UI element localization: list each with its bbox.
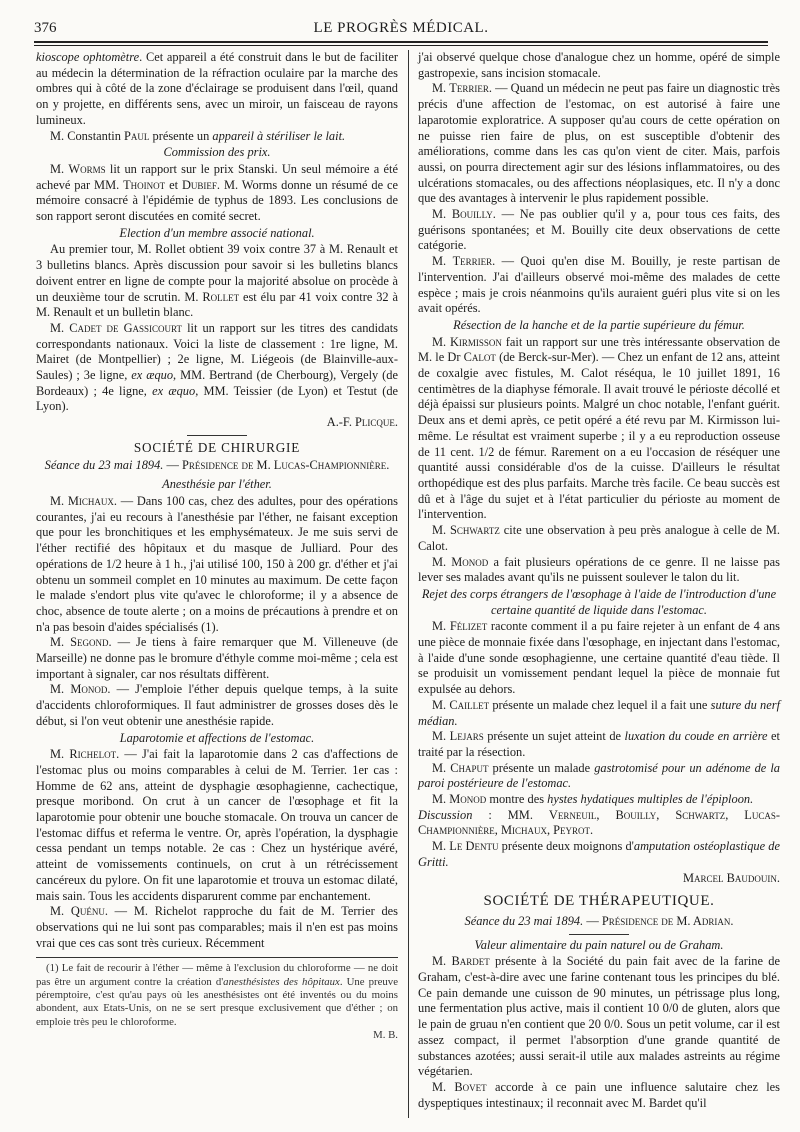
paragraph bbox=[418, 729, 780, 760]
paragraph bbox=[36, 904, 398, 951]
paragraph-text: M. bbox=[432, 729, 450, 744]
paragraph-text: présente un malade bbox=[488, 760, 595, 775]
paragraph bbox=[418, 254, 780, 317]
session-line bbox=[418, 914, 780, 930]
italic-term: suture du nerf médian. bbox=[418, 697, 781, 728]
paragraph-text: M. bbox=[50, 161, 69, 176]
paragraph-text: M. bbox=[432, 1080, 455, 1094]
person-name: Caillet bbox=[449, 697, 490, 712]
italic-term: kioscope ophtomètre bbox=[36, 50, 140, 64]
person-name: Segond bbox=[70, 635, 109, 650]
footnote bbox=[36, 962, 398, 1042]
paragraph-text: . — Quand un médecin ne peut pas faire un diagnostic très précis d'une affection de l'estomac, on est autorisé à faire une laparotomie exploratrice. A supposer qu'au cours de cette opération on ne puisse rien faire de plus, on est susceptible d'obtenir des améliorations, comme dans les cas qu'on vient de citer. Mais, parfois aussi, on pourra directement agir sur des lésions inflammatoires, ou des ulcérations stomacales, ou des affections néoplasiques, etc. Il n'y a donc que des avantages à intervenir le plus rapidement possible. bbox=[418, 81, 780, 206]
paragraph bbox=[418, 81, 780, 207]
paragraph-text: M. bbox=[50, 493, 68, 508]
footnote-signature: M. B. bbox=[373, 1028, 398, 1041]
person-name: Lejars bbox=[449, 729, 484, 744]
paragraph bbox=[418, 761, 780, 792]
paragraph-text: M. bbox=[432, 207, 452, 222]
paragraph-text: présente un sujet atteint de bbox=[483, 729, 625, 744]
person-name: Paul bbox=[124, 128, 150, 143]
paragraph bbox=[418, 207, 780, 254]
session-line bbox=[36, 458, 398, 474]
paragraph bbox=[36, 162, 398, 225]
paragraph bbox=[418, 619, 780, 698]
column-divider bbox=[408, 50, 409, 1118]
paragraph-text: . Une preuve péremptoire, c'est qu'au pays où les anesthésistes ont été inventés ou du moins abondent, aux Etats-Unis, on ne se sert presque exclusivement que d'éther ; on emploie très peu le chloroforme. bbox=[36, 975, 398, 1028]
paragraph-text: , MM. Bertrand (de Cherbourg), Vergely (de Bordeaux) ; 4e ligne, bbox=[36, 368, 398, 398]
paragraph-text: fait un rapport sur une très intéressante observation de M. le Dr bbox=[418, 334, 780, 365]
paragraph-text: M. bbox=[50, 747, 70, 762]
page-number: 376 bbox=[34, 20, 57, 36]
paragraph-text: M. bbox=[432, 760, 451, 775]
subsection-title: Commission des prix. bbox=[163, 145, 271, 160]
paragraph-text: M. Constantin bbox=[50, 128, 125, 143]
paragraph-text: . — Ne pas oublier qu'il y a, pour tous ces faits, des guérisons spontanées; et M. Bouilly cite deux observations de cette catégorie. bbox=[418, 207, 780, 253]
paragraph-text: a fait plusieurs opérations de ce genre. Il ne laisse pas lever ses malades avant qu'ils ne puissent soulever le talon du lit. bbox=[418, 554, 780, 585]
paragraph-text: est élu par 41 voix contre 32 à M. Renault et un bulletin blanc. bbox=[36, 289, 398, 320]
paragraph-text: M. bbox=[50, 904, 71, 919]
person-name: Thoinot bbox=[123, 177, 166, 192]
paragraph-text: cite une observation à peu près analogue à celle de M. Calot. bbox=[418, 523, 780, 553]
paragraph-text: présente deux moignons d' bbox=[498, 839, 634, 854]
header-rule-thin bbox=[34, 45, 768, 46]
paragraph-text: et traité par la résection. bbox=[418, 729, 780, 759]
subsection-title: Rejet des corps étrangers de l'œsophage à l'aide de l'introduction d'une certaine quantité de liquide dans l'estomac. bbox=[421, 586, 777, 617]
paragraph-text: M. bbox=[432, 523, 451, 538]
subsection-title: Résection de la hanche et de la partie supérieure du fémur. bbox=[453, 317, 745, 332]
header-rule bbox=[34, 41, 768, 43]
paragraph bbox=[418, 839, 780, 870]
subsection-title: Laparotomie et affections de l'estomac. bbox=[119, 730, 315, 745]
paragraph-text: et bbox=[165, 177, 182, 192]
italic-term: gastrotomisé pour un adénome de la paroi postérieure de l'estomac. bbox=[418, 760, 780, 791]
person-name: Bardet bbox=[451, 954, 490, 969]
paragraph-text: . — M. Richelot rapproche du fait de M. Terrier des observations qui ne lui sont pas comparables; mais il n'en est pas moins vrai que ces cas sont très curieux. Récemment bbox=[36, 904, 398, 950]
paragraph-text: présente un bbox=[149, 128, 213, 143]
paragraph-text: : MM. bbox=[472, 807, 549, 822]
paragraph-text: Au premier tour, M. Rollet obtient 39 voix contre 37 à M. Renault et 3 bulletins blancs. Après discussion pour savoir si les bulletins blancs doivent entrer en ligne de compte pour la majorité absolue on procède à un deuxième tour de scrutin. M. bbox=[36, 242, 398, 304]
paragraph bbox=[418, 792, 780, 808]
person-name: Monod bbox=[451, 554, 489, 569]
paragraph bbox=[36, 747, 398, 904]
italic-term: ex æquo bbox=[152, 383, 196, 398]
paragraph-text: M. bbox=[432, 697, 450, 712]
paragraph bbox=[418, 954, 780, 1080]
paragraph-text: M. bbox=[50, 635, 71, 650]
paragraph-text: M. bbox=[432, 554, 452, 569]
person-name: Monod bbox=[449, 792, 487, 807]
author-signature: A.-F. Plicque. bbox=[326, 415, 398, 430]
paragraph-text: . — Je tiens à faire remarquer que M. Villeneuve (de Marseille) ne donne pas le bromure d'éthyle comme moi-même ; cela est important à signaler, car nos résultats diffèrent. bbox=[36, 635, 398, 681]
paragraph-text: montre des bbox=[486, 792, 548, 807]
signature bbox=[36, 415, 398, 431]
footnote-text bbox=[36, 962, 398, 1028]
paragraph-text: M. bbox=[432, 254, 453, 269]
subsection-title: Election d'un membre associé national. bbox=[119, 225, 315, 240]
paragraph-text: M. bbox=[432, 792, 450, 807]
section-divider bbox=[569, 934, 629, 935]
paragraph-text: (1) Le fait de recourir à l'éther — même à l'exclusion du chloroforme — ne doit pas être un argument contre la création d' bbox=[36, 962, 398, 988]
left-column bbox=[36, 50, 398, 1042]
person-name: Cadet de Gassicourt bbox=[69, 320, 182, 335]
section-divider bbox=[187, 435, 247, 436]
paragraph-text: M. bbox=[50, 320, 70, 335]
italic-term: Discussion bbox=[418, 807, 473, 822]
person-name: Bouilly bbox=[451, 207, 493, 222]
journal-title: LE PROGRÈS MÉDICAL. bbox=[313, 20, 489, 36]
paragraph bbox=[36, 50, 398, 129]
person-name: Quénu bbox=[70, 904, 105, 919]
paragraph-text: . M. Worms donne un résumé de ce mémoire consacré à l'épidémie de typhus de 1893. Les conclusions de son rapport seront discutées en comité secret. bbox=[36, 177, 398, 224]
paragraph-text: lit un rapport sur les titres des candidats correspondants nationaux. Voici la liste de classement : 1re ligne, M. Mairet (de Montpellier) ; 2e ligne, M. Liégeois (de Blainville-aux-Saules) ; 3e ligne, bbox=[36, 320, 398, 383]
paragraph bbox=[36, 321, 398, 415]
paragraph-text: . — Quoi qu'en dise M. Bouilly, je reste partisan de l'intervention. J'ai d'ailleurs observé moi-même des malades de cette espèce ; mais je crois néanmoins qu'ils auraient guéri plus vite si on les avait opérés. bbox=[418, 254, 780, 316]
person-name: Rollet bbox=[202, 289, 240, 304]
person-name: Le Dentu bbox=[449, 839, 499, 854]
paragraph-text: lit un rapport sur le prix Stanski. Un seul mémoire a été achevé par MM. bbox=[36, 161, 398, 192]
paragraph-text: présente à la Société du pain fait avec de la farine de Graham, c'est-à-dire avec une farine contenant tous les principes du blé. Ce pain demande une cuisson de 90 minutes, un pétrissage plus long, une fermentation plus active, mais il contient 10 0/0 de gluten, alors que le pain de gruau n'en contient que 20 0/0. Sous un petit volume, car il est assez compact, il permet l'absorption d'une grande quantité de substances azotées; aussi serait-il utile aux malades astreints au régime végétarien. bbox=[418, 954, 781, 1079]
paragraph-text: présente un malade chez lequel il a fait une bbox=[489, 697, 711, 712]
author-signature: Marcel Baudouin. bbox=[683, 870, 780, 885]
paragraph-text: . — J'ai fait la laparotomie dans 2 cas d'affections de l'estomac plus ou moins comparables à celui de M. Terrier. 1er cas : Homme de 62 ans, atteint de dysphagie œsophagienne, cachectique, presque moribond. On crut à un cancer de l'œsophage et fit la laparotomie pour obtenir une bouche stomacale. On trouva un cancer de l'estomac diffus et referma le ventre. Or, après l'opération, la dysphagie cessa pendant un temps notable. 2e cas : Chez un hystérique avéré, atteint de vomissements continuels, on crut à un rétrécissement cancéreux du pylore. On fit une laparotomie et trouva un estomac dilaté, mais sain. Tous les accidents disparurent comme par enchantement. bbox=[36, 747, 398, 903]
paragraph-text: (de Berck-sur-Mer). — Chez un enfant de 12 ans, atteint de coxalgie avec fistules, M. Calot réséqua, le 10 juillet 1891, 16 centimètres de la diaphyse fémorale. Il avait trouvé le périoste décollé et déjà épaissi sur plusieurs points. Malgré un choc notable, l'enfant guérit. Deux ans et demi après, ce petit opéré a été revu par M. Kirmisson lui-même. Le résultat est vraiment superbe ; il y a eu reproduction osseuse de 11 cent. 1/2 de fémur. Rarement on a eu l'occasion de réséquer une quantité aussi considérable d'os de la cuisse. D'ailleurs le résultat orthopédique est des plus parfaits. Marche très facile. Ce beau succès est dû et à l'âge du sujet et à l'état particulier du périoste au moment de l'intervention. bbox=[418, 350, 780, 522]
paragraph-text: M. bbox=[432, 839, 450, 854]
italic-term: hystes hydatiques multiples de l'épiploon. bbox=[547, 792, 754, 807]
paragraph bbox=[36, 682, 398, 729]
paragraph bbox=[36, 242, 398, 321]
signature bbox=[418, 871, 780, 887]
person-name: Verneuil, Bouilly, Schwartz, Lucas-Championnière, Michaux, Peyrot. bbox=[418, 807, 781, 838]
page-header bbox=[34, 18, 768, 40]
italic-term: ex æquo bbox=[131, 368, 174, 383]
paragraph bbox=[418, 1080, 780, 1111]
session-president: — Présidence de M. Lucas-Championnière. bbox=[163, 457, 390, 472]
paragraph-text: accorde à ce pain une influence salutaire chez les dyspeptiques intestinaux; il reconnait avec M. Bardet qu'il bbox=[418, 1080, 780, 1110]
paragraph-text: M. bbox=[50, 682, 71, 697]
paragraph bbox=[36, 129, 398, 145]
paragraph bbox=[36, 494, 398, 635]
paragraph-text: M. bbox=[432, 81, 450, 96]
session-date: Séance du 23 mai 1894. bbox=[464, 913, 584, 928]
italic-term: amputation ostéoplastique de Gritti. bbox=[418, 839, 780, 869]
paragraph-text: . — Dans 100 cas, chez des adultes, pour des opérations courantes, j'ai eu recours à l'anesthésie par l'éther, ne faisant exception que pour les bronchitiques et les emphysémateux. Je me suis servi de l'éther rectifié des hôpitaux et du masque de Julliard. Pour des opérations de 1/2 heure à 1 h., j'ai utilisé 100, 150 à 200 gr. d'éther et j'ai obtenu un sommeil complet en 10 minutes au maximum. De cette façon le malade s'endort plus vite qu'avec le chloroforme; il y a absence de choc, absence de toute alerte ; on a moins de précautions à prendre et on n'a pas besoin d'aides spécialisés (1). bbox=[36, 493, 398, 634]
person-name: Richelot bbox=[69, 747, 117, 762]
italic-term: anesthésistes des hôpitaux bbox=[223, 975, 340, 988]
person-name: Worms bbox=[68, 161, 106, 176]
section-heading: SOCIÉTÉ DE CHIRURGIE bbox=[133, 439, 301, 455]
footnote-rule bbox=[36, 957, 398, 958]
italic-term: luxation du coude en arrière bbox=[624, 729, 768, 744]
section-heading: SOCIÉTÉ DE THÉRAPEUTIQUE. bbox=[483, 893, 715, 910]
session-president: — Présidence de M. Adrian. bbox=[583, 913, 734, 928]
paragraph: j'ai observé quelque chose d'analogue chez un homme, opéré de simple gastropexie, sans incision stomacale. bbox=[418, 50, 780, 80]
person-name: Bovet bbox=[454, 1080, 487, 1094]
paragraph bbox=[418, 335, 780, 523]
paragraph bbox=[418, 698, 780, 729]
subsection-title: Anesthésie par l'éther. bbox=[162, 477, 272, 492]
paragraph-text: M. bbox=[432, 334, 450, 349]
person-name: Terrier bbox=[449, 81, 489, 96]
person-name: Félizet bbox=[449, 619, 488, 634]
person-name: Calot bbox=[463, 350, 496, 365]
italic-term: appareil à stériliser le lait. bbox=[212, 128, 346, 143]
paragraph-text: M. bbox=[432, 954, 452, 969]
paragraph-text: raconte comment il a pu faire rejeter à un enfant de 4 ans une pièce de monnaie fixée dans l'œsophage, en injectant dans l'estomac, à l'aide d'une sonde œsophagienne, une certaine quantité d'eau tiède. Il se produisit un vomissement pendant lequel la pièce de monnaie fut expulsée au dehors. bbox=[418, 619, 781, 697]
right-column bbox=[418, 50, 780, 1111]
paragraph bbox=[36, 635, 398, 682]
person-name: Chaput bbox=[450, 760, 489, 775]
paragraph-text: M. bbox=[432, 619, 450, 634]
paragraph bbox=[418, 523, 780, 554]
paragraph bbox=[418, 808, 780, 839]
person-name: Schwartz bbox=[450, 523, 500, 538]
person-name: Kirmisson bbox=[449, 334, 502, 349]
paragraph-text: . Cet appareil a été construit dans le but de faciliter au médecin la détermination de la réfraction oculaire par la marche des ombres qui à côté de la zone d'éclairage se produisent dans l'œil, quand on y projette, en différents sens, avec un miroir, un faisceau de rayons lumineux. bbox=[36, 50, 398, 127]
person-name: Terrier bbox=[452, 254, 493, 269]
paragraph bbox=[418, 555, 780, 586]
session-date: Séance du 23 mai 1894. bbox=[44, 457, 164, 472]
subsection-title: Valeur alimentaire du pain naturel ou de Graham. bbox=[474, 937, 724, 952]
paragraph-text: . — J'emploie l'éther depuis quelque temps, à la suite d'accidents chloroformiques. Il faut administrer de grosses doses dès le début, si l'on veut obtenir une anesthésie rapide. bbox=[36, 682, 398, 728]
person-name: Monod bbox=[70, 682, 108, 697]
person-name: Michaux bbox=[67, 493, 114, 508]
paragraph-text: , MM. Teissier (de Lyon) et Testut (de Lyon). bbox=[36, 383, 399, 414]
person-name: Dubief bbox=[181, 177, 217, 192]
